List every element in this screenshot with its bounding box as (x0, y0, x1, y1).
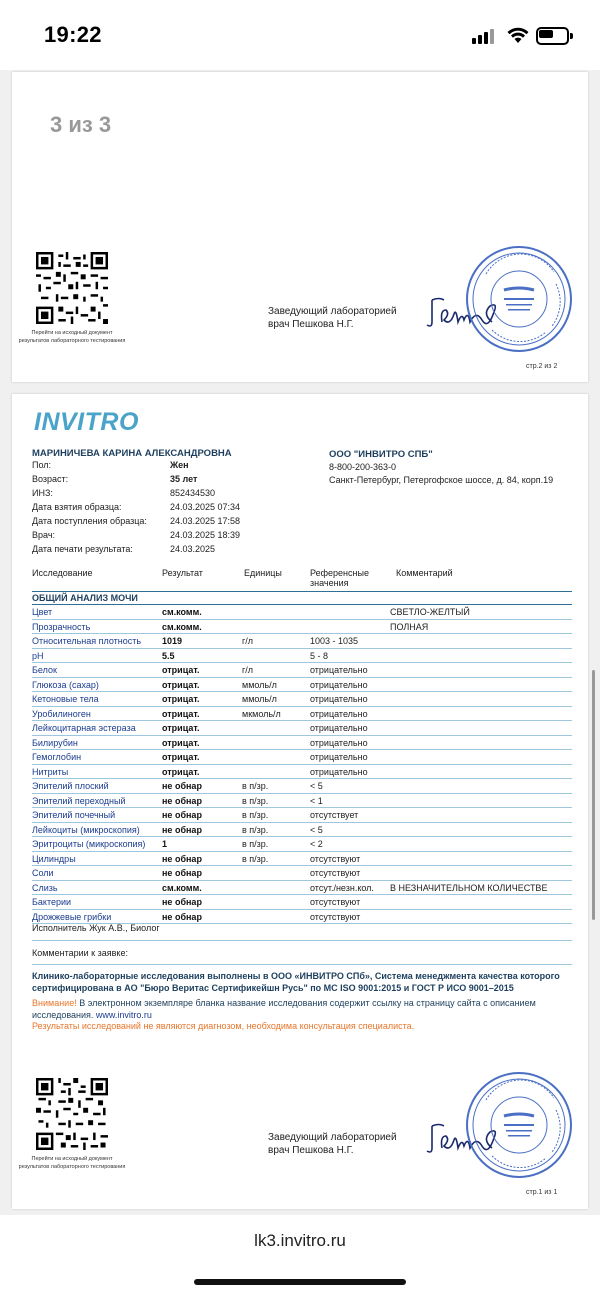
test-unit: в п/зр. (242, 810, 269, 820)
scrollbar[interactable] (592, 670, 595, 920)
invitro-link[interactable]: www.invitro.ru (95, 1010, 152, 1020)
patient-field: Возраст: 35 лет (32, 474, 198, 484)
home-indicator[interactable] (194, 1279, 406, 1285)
patient-field: Дата печати результата: 24.03.2025 (32, 544, 216, 554)
table-row (32, 721, 572, 736)
page-number: стр.2 из 2 (526, 363, 558, 370)
table-row (32, 823, 572, 838)
test-result: не обнар (162, 853, 202, 864)
test-result: отрицат. (162, 679, 200, 690)
test-name[interactable]: Прозрачность (32, 621, 91, 632)
test-name[interactable]: Гемоглобин (32, 752, 82, 762)
test-reference: отрицательно (310, 766, 368, 777)
test-reference: отрицательно (310, 723, 368, 733)
test-reference: < 5 (310, 781, 323, 791)
test-result: не обнар (162, 824, 202, 835)
test-result: отрицат. (162, 708, 200, 719)
qr-code-icon[interactable] (36, 252, 108, 324)
org-phone: 8-800-200-363-0 (329, 462, 397, 472)
test-result: не обнар (162, 781, 202, 791)
notice-warning: Внимание! (32, 998, 77, 1008)
test-reference: 1003 - 1035 (310, 636, 359, 646)
test-unit: в п/зр. (242, 824, 269, 835)
report-page-previous (12, 72, 588, 382)
test-name[interactable]: Белок (32, 665, 57, 675)
test-result: 5.5 (162, 650, 175, 661)
test-result: см.комм. (162, 621, 202, 632)
test-name[interactable]: Цилиндры (32, 853, 76, 864)
test-name[interactable]: Глюкоза (сахар) (32, 679, 99, 690)
test-name[interactable]: Эпителий почечный (32, 810, 116, 820)
test-reference: отрицательно (310, 737, 368, 748)
col-comment: Комментарий (396, 568, 453, 578)
test-name[interactable]: pH (32, 650, 44, 661)
test-reference: < 1 (310, 795, 323, 806)
head-doctor-name: врач Пешкова Н.Г. (268, 319, 354, 330)
table-row (32, 852, 572, 867)
test-comment: СВЕТЛО-ЖЕЛТЫЙ (390, 607, 470, 617)
test-reference: отсут./незн.кол. (310, 882, 374, 893)
table-row (32, 750, 572, 765)
test-result: не обнар (162, 810, 202, 820)
head-doctor-name: врач Пешкова Н.Г. (268, 1145, 354, 1156)
test-reference: отрицательно (310, 665, 368, 675)
test-result: см.комм. (162, 607, 202, 617)
results-table-body (32, 605, 572, 924)
test-name[interactable]: Лейкоцитарная эстераза (32, 723, 136, 733)
test-unit: ммоль/л (242, 694, 277, 704)
table-row (32, 649, 572, 664)
test-result: отрицат. (162, 694, 200, 704)
test-comment: В НЕЗНАЧИТЕЛЬНОМ КОЛИЧЕСТВЕ (390, 882, 548, 893)
patient-field: Дата взятия образца: 24.03.2025 07:34 (32, 502, 241, 512)
patient-field: Дата поступления образца: 24.03.2025 17:58 (32, 516, 241, 526)
patient-name: МАРИНИЧЕВА КАРИНА АЛЕКСАНДРОВНА (32, 448, 232, 459)
browser-bottom-bar (0, 1215, 600, 1297)
patient-info (32, 460, 240, 558)
test-reference: 5 - 8 (310, 650, 329, 661)
test-result: отрицат. (162, 752, 200, 762)
status-time: 19:22 (44, 22, 102, 47)
table-row (32, 881, 572, 896)
status-bar (0, 0, 600, 70)
test-name[interactable]: Лейкоциты (микроскопия) (32, 824, 140, 835)
patient-field: Пол: Жен (32, 460, 189, 470)
test-name[interactable]: Относительная плотность (32, 636, 142, 646)
cellular-signal-icon (472, 28, 496, 44)
test-name[interactable]: Соли (32, 868, 54, 878)
wifi-icon (506, 26, 530, 44)
table-row (32, 692, 572, 707)
col-result: Результат (162, 568, 203, 578)
table-row (32, 895, 572, 910)
test-name[interactable]: Слизь (32, 882, 58, 893)
table-row (32, 736, 572, 751)
results-table-header (32, 568, 572, 592)
head-doctor-title: Заведующий лабораторией (268, 306, 397, 317)
test-name[interactable]: Эпителий переходный (32, 795, 126, 806)
head-doctor-title: Заведующий лабораторией (268, 1132, 397, 1143)
notice-body: В электронном экземпляре бланка название исследования содержит ссылку на страницу сайта с описанием исследования. (32, 998, 536, 1020)
test-reference: отсутствуют (310, 853, 361, 864)
test-name[interactable]: Цвет (32, 607, 53, 617)
performer: Исполнитель Жук А.В., Биолог (32, 923, 160, 933)
lab-organization (329, 448, 553, 487)
table-row (32, 779, 572, 794)
battery-icon (536, 27, 574, 45)
test-unit: в п/зр. (242, 795, 269, 806)
test-name[interactable]: Билирубин (32, 737, 78, 748)
stamp-seal-icon (464, 1070, 574, 1180)
test-unit: в п/зр. (242, 839, 269, 849)
test-reference: отсутствуют (310, 868, 361, 878)
test-reference: отрицательно (310, 708, 368, 719)
comments-label: Комментарии к заявке: (32, 948, 128, 958)
test-result: 1019 (162, 636, 183, 646)
page-counter: 3 из 3 (50, 112, 112, 137)
test-unit: в п/зр. (242, 853, 269, 864)
table-row (32, 765, 572, 780)
qr-code-icon[interactable] (36, 1078, 108, 1150)
test-name[interactable]: Эпителий плоский (32, 781, 109, 791)
test-unit: мкмоль/л (242, 708, 281, 719)
disclaimer: Результаты исследований не являются диагнозом, необходима консультация специалиста. (32, 1021, 415, 1031)
table-row (32, 866, 572, 881)
test-name[interactable]: Кетоновые тела (32, 694, 99, 704)
org-name: ООО "ИНВИТРО СПБ" (329, 449, 433, 460)
col-reference: Референсные (310, 568, 369, 578)
test-result: 1 (162, 839, 168, 849)
test-reference: отсутствуют (310, 897, 361, 907)
report-page (12, 394, 588, 1209)
test-result: отрицат. (162, 723, 200, 733)
divider (32, 591, 572, 592)
col-units: Единицы (244, 568, 282, 578)
test-reference: отрицательно (310, 694, 368, 704)
col-study: Исследование (32, 568, 93, 578)
qr-caption: Перейти на исходный документ результатов лабораторного тестирования (18, 330, 126, 344)
test-result: не обнар (162, 911, 202, 922)
url-address[interactable]: lk3.invitro.ru (254, 1231, 346, 1250)
test-name[interactable]: Бактерии (32, 897, 72, 907)
test-result: отрицат. (162, 665, 200, 675)
test-result: см.комм. (162, 882, 202, 893)
divider (32, 940, 572, 941)
test-unit: г/л (242, 665, 254, 675)
table-row (32, 605, 572, 620)
table-row (32, 910, 572, 925)
patient-field: ИНЗ: 852434530 (32, 488, 216, 498)
test-result: не обнар (162, 795, 202, 806)
test-unit: в п/зр. (242, 781, 269, 791)
test-result: не обнар (162, 868, 202, 878)
table-row (32, 808, 572, 823)
certification-text: Клинико-лабораторные исследования выполнены в ООО «ИНВИТРО СПб», Система менеджмента качества которого сертифицирована в АО "Бюро Веритас Сертификейшн Русь" по МС ISO 9001:2015 и ГОСТ Р ИСО 9001–2015 (32, 971, 560, 993)
table-row (32, 620, 572, 635)
qr-caption: Перейти на исходный документ результатов лабораторного тестирования (18, 1156, 126, 1170)
section-title: ОБЩИЙ АНАЛИЗ МОЧИ (32, 593, 138, 603)
test-name[interactable]: Эритроциты (микроскопия) (32, 839, 146, 849)
patient-field: Врач: 24.03.2025 18:39 (32, 530, 241, 540)
test-result: отрицат. (162, 737, 200, 748)
test-name[interactable]: Дрожжевые грибки (32, 911, 112, 922)
test-reference: отсутствуют (310, 911, 361, 922)
test-reference: отрицательно (310, 679, 368, 690)
table-row (32, 634, 572, 649)
test-name[interactable]: Нитриты (32, 766, 69, 777)
col-reference-2: значения (310, 578, 349, 588)
stamp-seal-icon (464, 244, 574, 354)
test-reference: < 2 (310, 839, 323, 849)
table-row (32, 678, 572, 693)
page-number: стр.1 из 1 (526, 1189, 558, 1196)
test-unit: г/л (242, 636, 254, 646)
test-comment: ПОЛНАЯ (390, 621, 429, 632)
test-result: не обнар (162, 897, 202, 907)
test-reference: < 5 (310, 824, 323, 835)
org-address: Санкт-Петербург, Петергофское шоссе, д. 84, корп.19 (329, 475, 554, 485)
invitro-logo: INVITRO (34, 408, 139, 436)
test-reference: отсутствует (310, 810, 359, 820)
test-name[interactable]: Уробилиноген (32, 708, 91, 719)
test-unit: ммоль/л (242, 679, 277, 690)
table-row (32, 794, 572, 809)
test-reference: отрицательно (310, 752, 368, 762)
table-row (32, 837, 572, 852)
divider (32, 964, 572, 965)
table-row (32, 663, 572, 678)
notice-text (32, 997, 572, 1021)
test-result: отрицат. (162, 766, 200, 777)
table-row (32, 707, 572, 722)
